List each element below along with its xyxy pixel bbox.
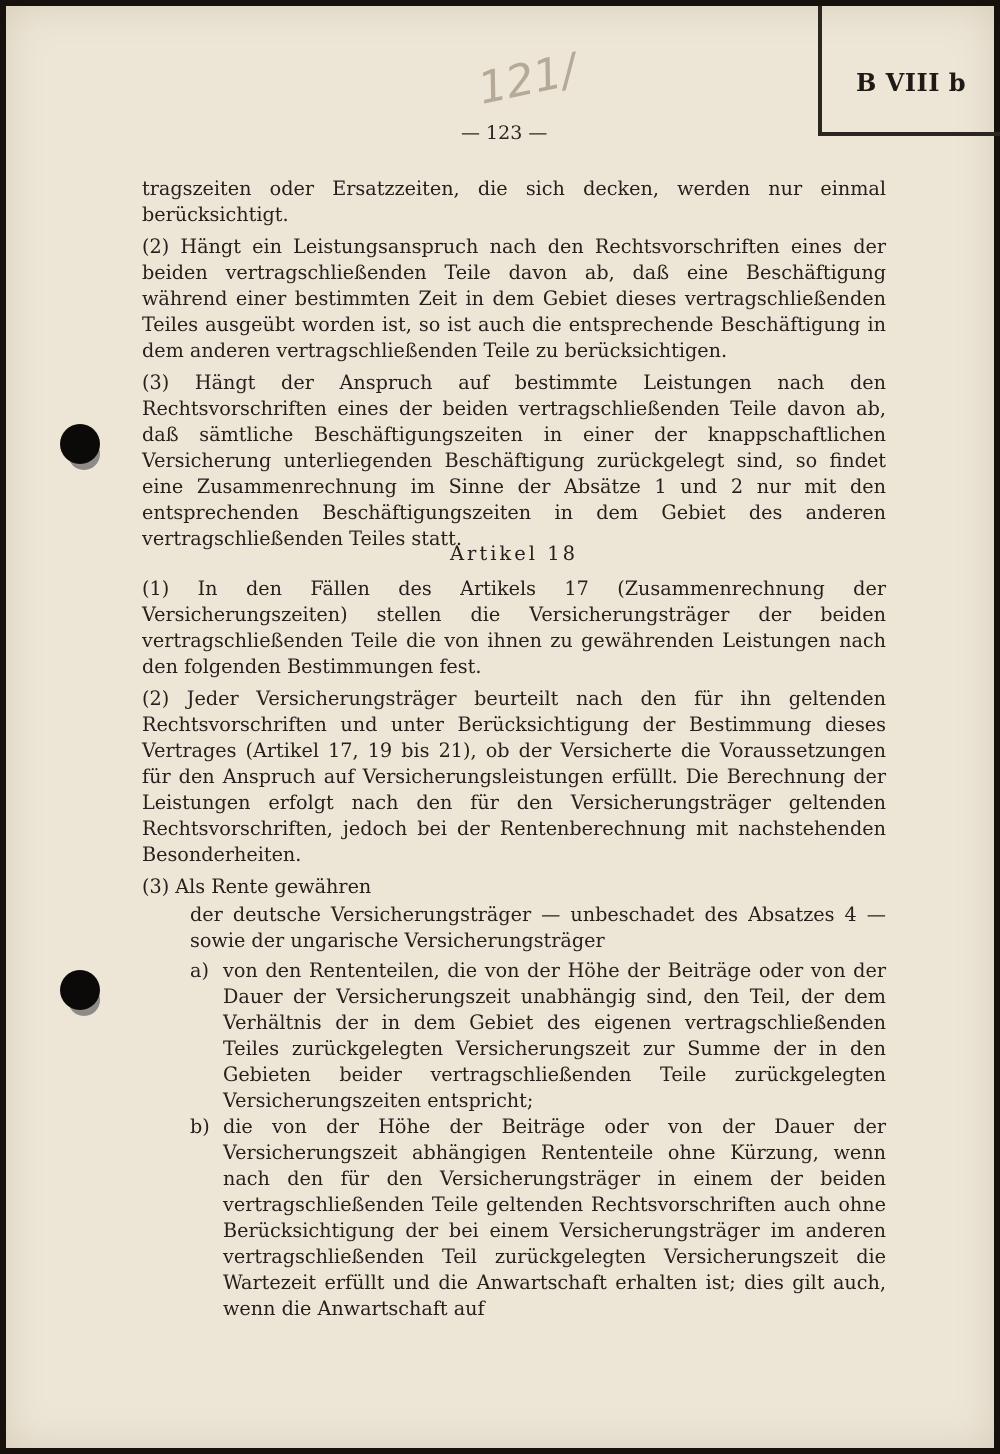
article-heading: Artikel 18 [449, 542, 579, 565]
binder-hole-bottom [60, 970, 100, 1010]
paragraph-2: (2) Hängt ein Leistungsanspruch nach den Rechtsvorschriften eines der beiden vertragschließenden Teile davon ab, daß eine Beschäftigung während einer bestimmten Zeit in dem Gebiet dieses vertragschließenden Teiles ausgeübt worden ist, so ist auch die entsprechende Beschäftigung in dem anderen vertragschließenden Teile zu berücksichtigen. [142, 235, 886, 362]
list-text-b: die von der Höhe der Beiträge oder von der Dauer der Versicherungszeit abhängigen Rententeile ohne Kürzung, wenn nach den für den Versicherungsträger in einem der beiden vertragschließenden Teile geltenden Rechtsvorschriften auch ohne Berücksichtigung der bei einem Versicherungsträger im anderen vertragschließenden Teil zurückgelegten Versicherungszeit die Wartezeit erfüllt und die Anwartschaft erhalten ist; dies gilt auch, wenn die Anwartschaft auf [223, 1115, 886, 1320]
page-number: — 123 — [461, 122, 548, 144]
binder-hole-top [60, 424, 100, 464]
paragraph-3: (3) Hängt der Anspruch auf bestimmte Leistungen nach den Rechtsvorschriften eines der beiden vertragschließenden Teile davon ab, daß sämtliche Beschäftigungszeiten in einer der knappschaftlichen Versicherung unterliegenden Beschäftigung zurückgelegt sind, so findet eine Zusammenrechnung im Sinne der Absätze 1 und 2 nur mit den entsprechenden Beschäftigungszeiten in dem Gebiet des anderen vertragschließenden Teiles statt. [142, 371, 886, 550]
list-text-a: von den Rententeilen, die von der Höhe der Beiträge oder von der Dauer der Versicherungszeit unabhängig sind, den Teil, der dem Verhältnis der in dem Gebiet des eigenen vertragschließenden Teiles zurückgelegten Versicherungszeit zur Summe der in den Gebieten beider vertragschließenden Teile zurückgelegten Versicherungszeiten entspricht; [223, 959, 886, 1112]
article-18-paragraph-3-sub: der deutsche Versicherungsträger — unbeschadet des Absatzes 4 — sowie der ungarische Versicherungsträger [190, 903, 886, 952]
document-page [6, 6, 994, 1448]
pencil-annotation: 121/ [473, 44, 582, 115]
article-18-paragraph-1: (1) In den Fällen des Artikels 17 (Zusammenrechnung der Versicherungszeiten) stellen die Versicherungsträger der beiden vertragschließenden Teile die von ihnen zu gewährenden Leistungen nach den folgenden Bestimmungen fest. [142, 577, 886, 678]
body-text-article-18 [142, 576, 886, 906]
section-tab-label: B VIII b [856, 68, 967, 97]
article-18-paragraph-2: (2) Jeder Versicherungsträger beurteilt nach den für ihn geltenden Rechtsvorschriften und unter Berücksichtigung der Bestimmung dieses Vertrages (Artikel 17, 19 bis 21), ob der Versicherte die Voraussetzungen für den Anspruch auf Versicherungsleistungen erfüllt. Die Berechnung der Leistungen erfolgt nach den für den Versicherungsträger geltenden Rechtsvorschriften, jedoch bei der Rentenberechnung mit nachstehenden Besonderheiten. [142, 687, 886, 866]
article-18-paragraph-3-intro: (3) Als Rente gewähren [142, 875, 372, 898]
list-marker-a: a) [190, 959, 209, 982]
continuation-paragraph: tragszeiten oder Ersatzzeiten, die sich decken, werden nur einmal berücksichtigt. [142, 177, 886, 226]
body-text-upper [142, 176, 886, 558]
section-tab-box [818, 6, 1000, 136]
list-marker-b: b) [190, 1115, 210, 1138]
